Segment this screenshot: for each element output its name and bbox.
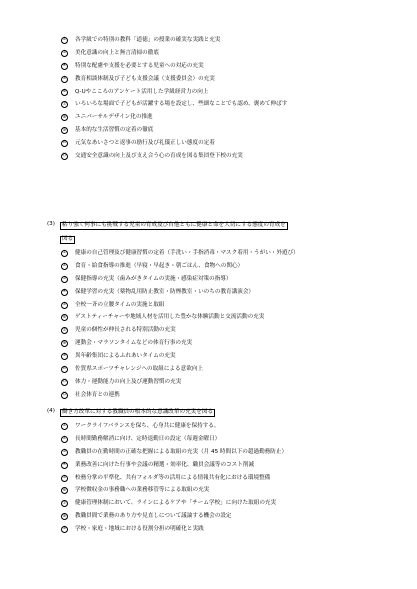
section3-item-text: 運動会・マラソンタイムなどの体育行事の充実 <box>75 340 193 347</box>
section3-item-number: ④ <box>62 288 67 294</box>
top-list-item-number: ⑥ <box>62 88 67 94</box>
top-list-item-text: Q-Uやこころのアンケート活用した学級経営力の向上 <box>75 88 209 95</box>
section3-item-text: 全校一斉の立腰タイムの実施と取組 <box>75 301 165 308</box>
top-list-item-number: ④ <box>62 63 67 69</box>
section3-item-number: ② <box>62 263 67 269</box>
section4-item-text: 教職員間で業務のあり方や見直しについて議論する機会の設定 <box>75 513 232 520</box>
section3-title-line2: 図る <box>62 236 74 242</box>
section4-item-number: ⑥ <box>62 487 67 493</box>
section4-item-number: ② <box>62 436 67 442</box>
top-list-item-number: ③ <box>62 50 67 56</box>
section4-item-number: ⑨ <box>62 526 67 532</box>
section3-item-text: 佐賀県スポーツチャレンジへの取組による意欲向上 <box>75 366 203 373</box>
section4-item-text: 業務改善に向けた行事や会議の精選・効率化、職員会議等のコスト削減 <box>75 461 255 468</box>
top-list-item-number: ⑩ <box>62 140 67 146</box>
section4-item-number: ⑦ <box>62 500 67 506</box>
section3-item-text: 保健指導の充実（歯みがきタイムの実施・感染症対策の指導） <box>75 275 232 282</box>
section3-item-text: 社会体育との連携 <box>75 391 120 398</box>
section3-item-number: ⑤ <box>62 301 67 307</box>
section4-item-number: ③ <box>62 449 67 455</box>
top-list-item-text: いろいろな場面で子どもが活躍する場を設定し、些細なことでも認め、褒めて伸ばす <box>75 101 288 108</box>
section3-item-number: ⑦ <box>62 327 67 333</box>
section3-item-text: 保健学習の充実（薬物乱用防止教室・防煙教室・いのちの教育講演会） <box>75 288 255 295</box>
section4-item-text: 学校・家庭・地域における役割分担の明確化と実践 <box>75 526 204 533</box>
section4-item-text: ワークライフバランスを保ち、心身共に健康を保持する。 <box>75 423 220 429</box>
section4-item-text: 校務分掌の平準化、共有フォルダ等の活用による情報共有化における環境整備 <box>75 474 271 481</box>
top-list-item-text: 美化意識の向上と無言清掃の徹底 <box>75 49 159 56</box>
section3-title-line1: 粘り強く何事にも挑戦する児童の育成及び自他ともに健康と命を大切にする態度の育成を <box>62 222 286 228</box>
top-list-item-text: 特別な配慮や支援を必要とする児童への対応の充実 <box>75 62 204 69</box>
section3-item-number: ⑧ <box>62 340 67 346</box>
section3-item-text: 健康の自己管理及び健康習慣の定着（手洗い・手指消毒・マスク着用・うがい・外遊び） <box>75 250 299 256</box>
section3-item-number: ⑩ <box>62 366 67 372</box>
top-list-item-number: ⑧ <box>62 114 67 120</box>
top-list-item-number: ⑦ <box>62 101 67 107</box>
section3-item-text: 児童の個性が伸長される特別活動の充実 <box>75 327 176 334</box>
section4-item-text: 健康管理体制において、ラインによるケアや「チーム学校」に向けた取組の充実 <box>75 500 277 507</box>
section4-item-number: ① <box>62 423 67 429</box>
section4-item-number: ④ <box>62 461 67 467</box>
top-list-item-text: 交通安全意識の向上及び支え合う心の育成を図る集団登下校の充実 <box>75 153 243 160</box>
top-list-item-text: 基本的な生活習慣の定着の徹底 <box>75 127 154 134</box>
section3-item-number: ③ <box>62 276 67 282</box>
top-list-item-number: ⑪ <box>62 153 67 159</box>
top-list-item-text: ユニバーサルデザイン化の推進 <box>75 114 153 121</box>
section4-item-text: 教職員の在勤時間の正確な把握による取組の充実（月 45 時間以下の超過勤務防止） <box>75 448 288 455</box>
section3-item-number: ⑪ <box>62 379 67 385</box>
section4-item-number: ⑧ <box>62 513 67 519</box>
top-list-item-text: 元気なあいさつと返事の励行及び礼儀正しい態度の定着 <box>75 140 215 147</box>
section3-item-number: ① <box>62 250 67 256</box>
section3-item-text: 食育・給食指導の推進（早寝・早起き・朝ごはん、食物への関心） <box>75 262 244 269</box>
section3-item-number: ⑨ <box>62 353 67 359</box>
section4-item-text: 長時間勤務解消に向け、定時退勤日の設定（毎週金曜日） <box>75 435 221 442</box>
section3-item-number: ⑥ <box>62 314 67 320</box>
top-list-item-number: ② <box>62 37 67 43</box>
section3-item-text: 異年齢集団によるふれあいタイムの充実 <box>75 353 176 360</box>
section3-number: (3) <box>47 221 55 227</box>
top-list-item-text: 各学級での特別の教科「道徳」の授業の確実な実践と充実 <box>75 37 221 43</box>
section4-item-number: ⑤ <box>62 474 67 480</box>
top-list-item-number: ⑤ <box>62 75 67 81</box>
section4-number: (4) <box>47 408 55 414</box>
section3-item-text: 体力・運動能力の向上及び運動習慣の充実 <box>75 378 182 385</box>
section3-item-text: ゲストティーチャーや地域人材を活用した豊かな体験活動と交流活動の充実 <box>75 314 265 321</box>
top-list-item-number: ⑨ <box>62 127 67 133</box>
section4-item-text: 学校徴収金の事務職への業務移管等による取組の充実 <box>75 487 210 494</box>
top-list-item-text: 教育相談体制及び子ども支援会議（支援委員会）の充実 <box>75 75 215 82</box>
section4-title: 働き方改革に対する教職員の根本的な意識改革の充実を図る <box>62 409 214 415</box>
section3-item-number: ⑫ <box>62 392 67 398</box>
